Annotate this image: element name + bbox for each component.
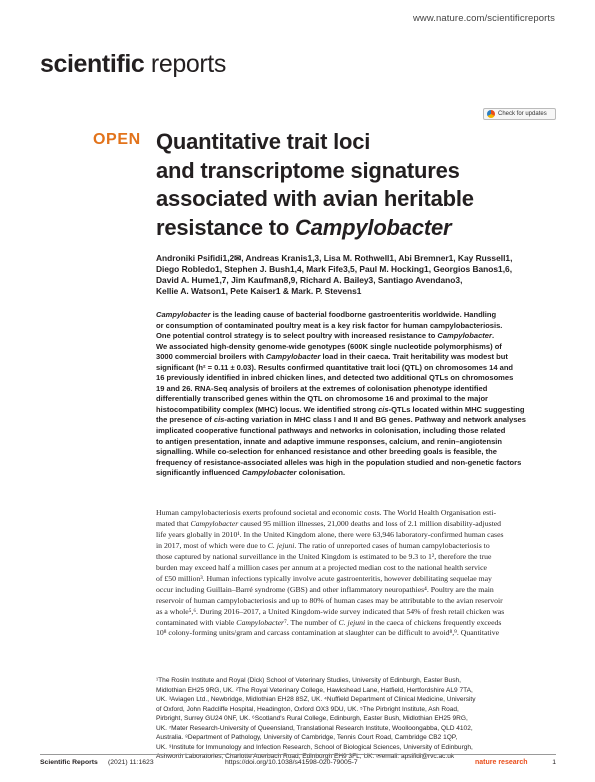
body-line: reservoir of human campylobacteriosis and up to 80% of human cases may be attributable to the avian reservoir [156,595,503,605]
title-line: associated with avian heritable [156,186,474,211]
abstract-line: to antigen presentation, innate and adaptive immune responses, calcium, and renin–angiotensin [156,436,502,446]
affiliation-line: Midlothian EH25 9RG, UK. ²The Royal Veterinary College, Hawkshead Lane, Hatfield, Hertfordshire AL9 7TA, [156,686,473,694]
affiliation-line: Ashworth Laboratories, Charlotte Auerbach Road, Edinburgh EH9 3FL, UK. ✉email: apsifidi@rvc.ac.uk [156,753,455,761]
body-line: mated that Campylobacter caused 95 million illnesses, 21,000 deaths and loss of 2.1 million disability-adjusted [156,518,502,528]
abstract-line: the presence of cis-acting variation in MHC class I and II and BG genes. Pathway and network analyses [156,415,526,425]
abstract-line: signalling. While co-selection for enhanced resistance and other breeding goals is feasible, the [156,447,497,457]
affiliation-line: UK. ⁹Institute for Immunology and Infection Research, School of Biological Sciences, University of Edinburgh, [156,743,473,751]
check-for-updates-label: Check for updates [498,111,547,117]
journal-logo [40,50,226,79]
page-footer [40,759,556,771]
author-line: Kellie A. Watson1, Pete Kaiser1 & Mark. P. Stevens1 [156,286,362,297]
body-line: life years globally in 2010¹. In the United Kingdom alone, there were 63,946 laboratory-confirmed human cases [156,529,504,539]
abstract-line: or consumption of contaminated poultry meat is a key risk factor for human campylobacteriosis. [156,320,503,330]
body-line: in 2017, most of which were due to C. jejuni. The ratio of unreported cases of human campylobacteriosis to [156,540,490,550]
open-access-label: OPEN [93,131,141,148]
abstract-line: One potential control strategy is to select poultry with increased resistance to Campylobacter. [156,331,495,341]
footer-divider [40,754,556,755]
body-line: contaminated with viable Campylobacter⁷. The number of C. jejuni in the caeca of chickens frequently exceeds [156,617,502,627]
abstract-line: We associated high-density genome-wide genotypes (600K single nucleotide polymorphisms) of [156,341,502,351]
abstract-line: histocompatibility complex (MHC) locus. We identified strong cis-QTLs located within MHC suggesting [156,404,525,414]
article-title [156,128,566,242]
journal-logo-bold: scientific [40,50,145,78]
affiliations [156,676,566,762]
body-line: those captured by national surveillance in the United Kingdom is estimated to be 9.3 to 1², therefore the true [156,551,492,561]
body-line: burden may exceed half a million cases per annum at a projected median cost to the national health service [156,562,487,572]
abstract-line: implicated cooperative functional pathways and networks in colonisation, including those related [156,426,506,436]
title-line: Quantitative trait loci [156,129,371,154]
abstract-line: 16 previously identified in inbred chicken lines, and detected two additional QTLs on chromosomes [156,373,514,383]
author-line: Androniki Psifidi1,2✉, Andreas Kranis1,3, Lisa M. Rothwell1, Abi Bremner1, Kay Russell1, [156,253,513,263]
affiliation-line: UK. ³Aviagen Ltd., Newbridge, Midlothian EH28 8SZ, UK. ⁴Nuffield Department of Clinical Medicine, University [156,696,476,704]
abstract [156,310,566,479]
publisher-logo: nature research [475,759,528,766]
abstract-line: significant (h² = 0.11 ± 0.03). Results confirmed quantitative trait loci (QTL) on chromosomes 14 and [156,362,514,372]
author-list [156,253,566,297]
affiliation-line: UK. ⁷Mater Research-University of Queensland, Translational Research Institute, Woolloongabba, QLD 4102, [156,724,473,732]
footer-year: (2021) 11:1623 [108,759,154,766]
footer-doi-link[interactable]: https://doi.org/10.1038/s41598-020-79005-7 [225,759,358,766]
title-line: and transcriptome signatures [156,157,460,183]
page-number: 1 [552,759,556,766]
abstract-line: Campylobacter is the leading cause of bacterial foodborne gastroenteritis worldwide. Handling [156,310,497,319]
abstract-line: significantly influenced Campylobacter colonisation. [156,468,346,478]
footer-journal: Scientific Reports [40,759,98,766]
affiliation-line: of Oxford, John Radcliffe Hospital, Headington, Oxford OX3 9DU, UK. ⁵The Pirbright Institute, Ash Road, [156,705,459,713]
crossmark-icon [487,110,495,118]
abstract-line: differentially transcribed genes within the QTL on chromosome 16 and proximal to the major [156,394,488,404]
body-line: of £50 million³. Human infections typically involve acute gastroenteritis, however debilitating sequelae may [156,573,492,583]
author-line: Diego Robledo1, Stephen J. Bush1,4, Mark Fife3,5, Paul M. Hocking1, Georgios Banos1,6, [156,264,513,275]
check-for-updates-button[interactable] [483,108,556,120]
affiliation-line: ¹The Roslin Institute and Royal (Dick) School of Veterinary Studies, University of Edinburgh, Easter Bush, [156,677,461,684]
body-line: 10⁸ colony-forming units/gram and carcass contamination at slaughter can be difficult to avoid⁸,⁹. Quantitative [156,628,500,638]
affiliation-line: Australia. ⁸Department of Pathology, University of Cambridge, Tennis Court Road, Cambridge CB2 1QP, [156,734,458,742]
abstract-line: 3000 commercial broilers with Campylobacter load in their caeca. Trait heritability was modest but [156,352,508,362]
abstract-line: 19 and 26. RNA-Seq analysis of broilers at the extremes of colonisation phenotype identified [156,383,488,393]
body-line: occur including Guillain–Barré syndrome (GBS) and other inflammatory neuropathies⁴. Poultry are the main [156,584,494,594]
journal-url[interactable]: www.nature.com/scientificreports [412,13,555,24]
journal-logo-regular: reports [144,50,226,78]
body-line: as a whole⁵,⁶. During 2016–2017, a United Kingdom-wide survey indicated that 54% of fresh retail chicken was [156,606,505,616]
author-line: David A. Hume1,7, Jim Kaufman8,9, Richard A. Bailey3, Santiago Avendano3, [156,275,463,286]
abstract-line: frequency of resistance-associated alleles was high in the population studied and non-genetic factors [156,457,522,467]
body-line: Human campylobacteriosis exerts profound societal and economic costs. The World Health Organisation esti- [156,508,497,517]
title-line: resistance to Campylobacter [156,214,452,240]
body-text [156,508,566,639]
affiliation-line: Pirbright, Surrey GU24 0NF, UK. ⁶Scotland's Rural College, Edinburgh, Easter Bush, Midlothian EH25 9RG, [156,715,468,723]
